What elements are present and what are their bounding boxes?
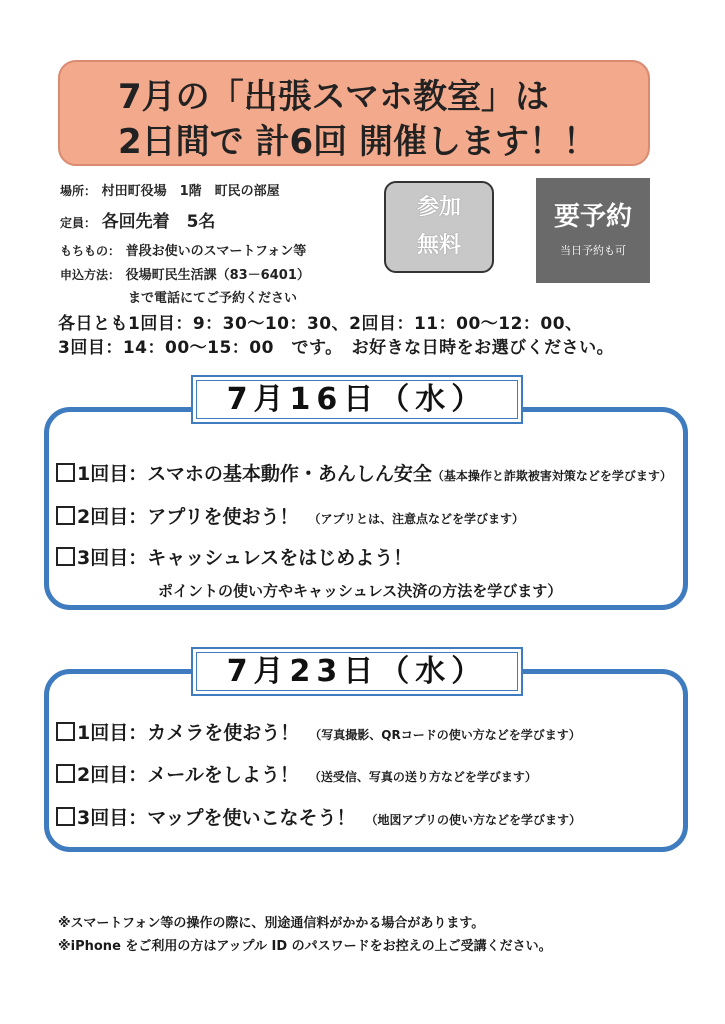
- checkbox-icon: [56, 764, 75, 783]
- day-1-date-tab: [191, 375, 523, 424]
- venue-value: 村田町役場 1階 町民の部屋: [101, 184, 280, 199]
- day-2-date-tab: [191, 647, 523, 696]
- session-note: （基本操作と詐欺被害対策などを学びます）: [431, 469, 672, 483]
- session-note: （アプリとは、注意点などを学びます）: [314, 512, 525, 526]
- day-2-session-3: [56, 803, 581, 830]
- session-label: 1回目：: [77, 463, 148, 485]
- session-title: マップを使いこなそう！: [147, 807, 356, 829]
- free-badge: [384, 181, 494, 273]
- session-title: スマホの基本動作・あんしん安全: [147, 463, 432, 485]
- session-title: キャッシュレスをはじめよう！: [147, 547, 413, 569]
- apply-row: [60, 264, 310, 283]
- reservation-badge: [536, 178, 650, 283]
- reservation-required-text: 要予約: [553, 202, 632, 232]
- venue-row: [60, 180, 280, 199]
- capacity-row: [60, 207, 215, 232]
- session-title: アプリを使おう！: [147, 506, 299, 528]
- day-1-session-3-note: [158, 580, 562, 601]
- session-title: メールをしよう！: [147, 764, 299, 786]
- session-note: （送受信、写真の送り方などを学びます）: [314, 770, 537, 784]
- capacity-label: 定員：: [60, 216, 97, 230]
- capacity-value: 各回先着 5名: [101, 212, 216, 232]
- day-1-session-2: [56, 502, 524, 529]
- items-label: もちもの：: [60, 244, 121, 258]
- session-title: カメラを使おう！: [147, 722, 300, 744]
- day-2-date: 7月23日（水）: [196, 652, 518, 691]
- apply-value-2: まで電話にてご予約ください: [128, 291, 298, 306]
- checkbox-icon: [56, 463, 75, 482]
- day-2-session-2: [56, 760, 537, 787]
- same-day-reservation-text: 当日予約も可: [560, 244, 626, 257]
- day-1-date: 7月16日（水）: [196, 380, 518, 419]
- session-label: 3回目：: [77, 807, 148, 829]
- checkbox-icon: [56, 506, 75, 525]
- session-note: ポイントの使い方やキャッシュレス決済の方法を学びます）: [158, 582, 563, 600]
- venue-label: 場所：: [60, 184, 97, 198]
- session-note: （地図アプリの使い方などを学びます）: [371, 813, 582, 827]
- session-label: 3回目：: [77, 547, 148, 569]
- title-line-1: 7月の「出張スマホ教室」は: [118, 77, 549, 117]
- footnote-2: ※iPhone をご利用の方はアップル ID のパスワードをお控えの上ご受講ください。: [58, 939, 552, 954]
- items-row: [60, 240, 306, 259]
- session-label: 1回目：: [77, 722, 148, 744]
- items-value: 普段お使いのスマートフォン等: [125, 244, 307, 259]
- title-line-2: 2日間で 計6回 開催します！！: [118, 122, 597, 162]
- free-badge-line-1: 参加: [416, 195, 461, 220]
- session-note: （写真撮影、QRコードの使い方などを学びます）: [315, 728, 581, 742]
- day-1-session-3: [56, 543, 412, 570]
- schedule-line-2: 3回目：14：00～15：00 です。 お好きな日時をお選びください。: [58, 338, 615, 358]
- checkbox-icon: [56, 722, 75, 741]
- apply-value: 役場町民生活課（83－6401）: [125, 268, 310, 283]
- footnote-1: ※スマートフォン等の操作の際に、別途通信料がかかる場合があります。: [58, 916, 485, 931]
- apply-row-2: [128, 287, 297, 306]
- title-banner: [58, 60, 650, 166]
- day-2-session-1: [56, 718, 581, 745]
- checkbox-icon: [56, 547, 75, 566]
- checkbox-icon: [56, 807, 75, 826]
- day-1-session-1: [56, 459, 672, 486]
- session-label: 2回目：: [77, 764, 148, 786]
- session-label: 2回目：: [77, 506, 148, 528]
- apply-label: 申込方法：: [60, 268, 121, 282]
- schedule-line-1: 各日とも1回目：9：30～10：30、2回目：11：00～12：00、: [58, 314, 583, 334]
- free-badge-line-2: 無料: [416, 233, 461, 258]
